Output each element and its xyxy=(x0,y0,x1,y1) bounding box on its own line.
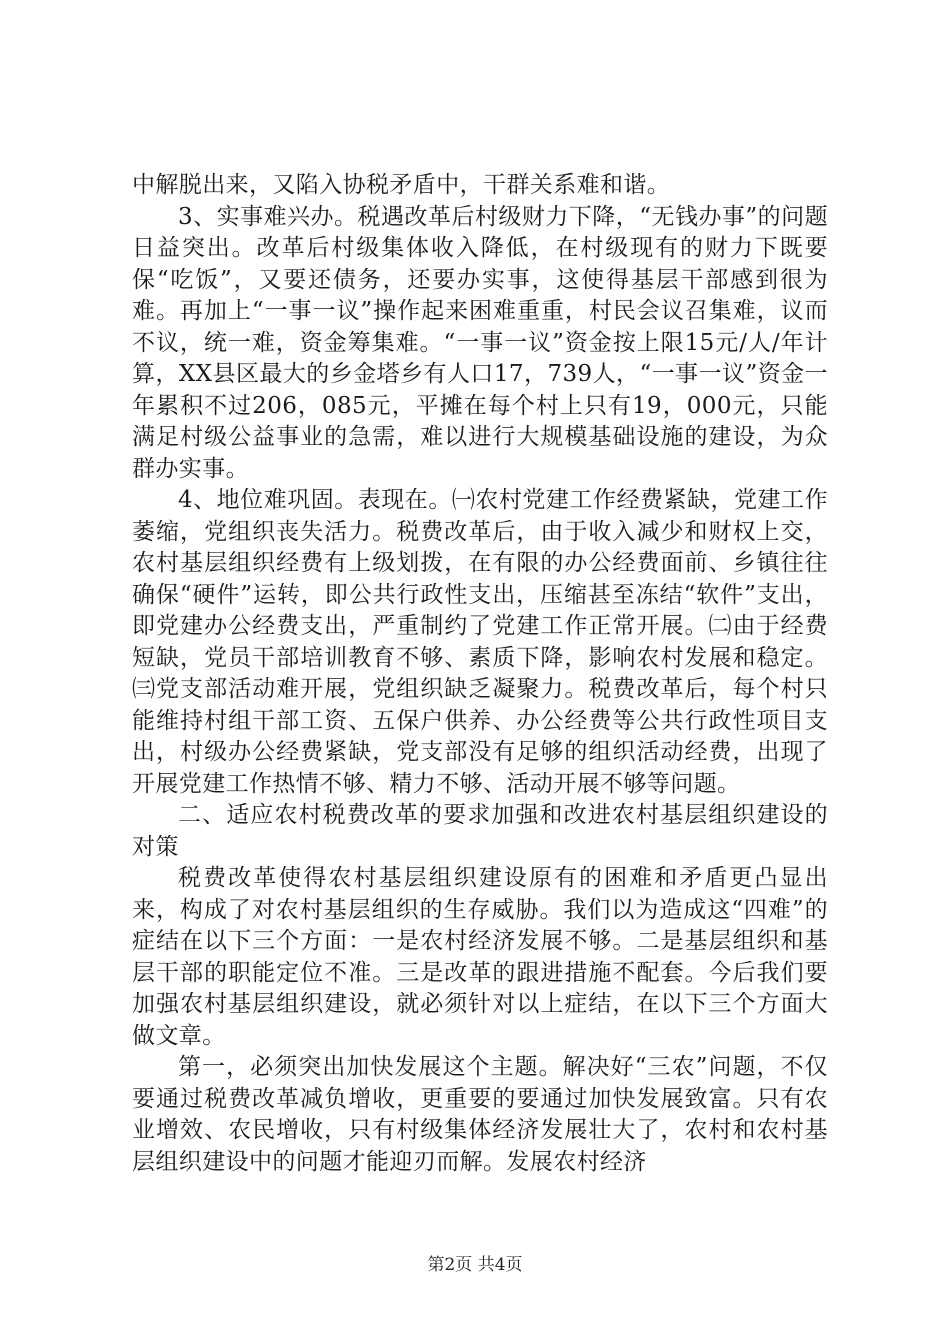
document-body xyxy=(132,170,828,1178)
paragraph-continuation: 中解脱出来，又陷入协税矛盾中，干群关系难和谐。 xyxy=(132,172,671,198)
paragraph-point-3: 3、实事难兴办。税遇改革后村级财力下降，“无钱办事”的问题日益突出。改革后村级集体收入降低，在村级现有的财力下既要保“吃饭”，又要还债务，还要办实事，这使得基层干部感到很为难。再加上“一事一议”操作起来困难重重，村民会议召集难，议而不议，统一难，资金筹集难。“一事一议”资金按上限15元/人/年计算，XX县区最大的乡金塔乡有人口17，739人，“一事一议”资金一年累积不过206，085元，平摊在每个村上只有19，000元，只能满足村级公益事业的急需，难以进行大规模基础设施的建设，为众群办实事。 xyxy=(132,203,828,482)
paragraph-point-4: 4、地位难巩固。表现在。㈠农村党建工作经费紧缺，党建工作萎缩，党组织丧失活力。税费改革后，由于收入减少和财权上交，农村基层组织经费有上级划拨，在有限的办公经费面前、乡镇往往确保“硬件”运转，即公共行政性支出，压缩甚至冻结“软件”支出，即党建办公经费支出，严重制约了党建工作正常开展。㈡由于经费短缺，党员干部培训教育不够、素质下降，影响农村发展和稳定。㈢党支部活动难开展，党组织缺乏凝聚力。税费改革后，每个村只能维持村组干部工资、五保户供养、办公经费等公共行政性项目支出，村级办公经费紧缺，党支部没有足够的组织活动经费，出现了开展党建工作热情不够、精力不够、活动开展不够等问题。 xyxy=(132,487,828,797)
paragraph-first-measure: 第一，必须突出加快发展这个主题。解决好“三农”问题，不仅要通过税费改革减负增收，更重要的要通过加快发展致富。只有农业增效、农民增收，只有村级集体经济发展壮大了，农村和农村基层组织建设中的问题才能迎刃而解。发展农村经济 xyxy=(132,1054,828,1175)
section-heading-2: 二、适应农村税费改革的要求加强和改进农村基层组织建设的对策 xyxy=(132,802,828,860)
page-number-footer: 第2页 共4页 xyxy=(427,1255,523,1275)
paragraph-causes: 税费改革使得农村基层组织建设原有的困难和矛盾更凸显出来，构成了对农村基层组织的生存威胁。我们以为造成这“四难”的症结在以下三个方面：一是农村经济发展不够。二是基层组织和基层干部的职能定位不准。三是改革的跟进措施不配套。今后我们要加强农村基层组织建设，就必须针对以上症结，在以下三个方面大做文章。 xyxy=(132,865,828,1049)
